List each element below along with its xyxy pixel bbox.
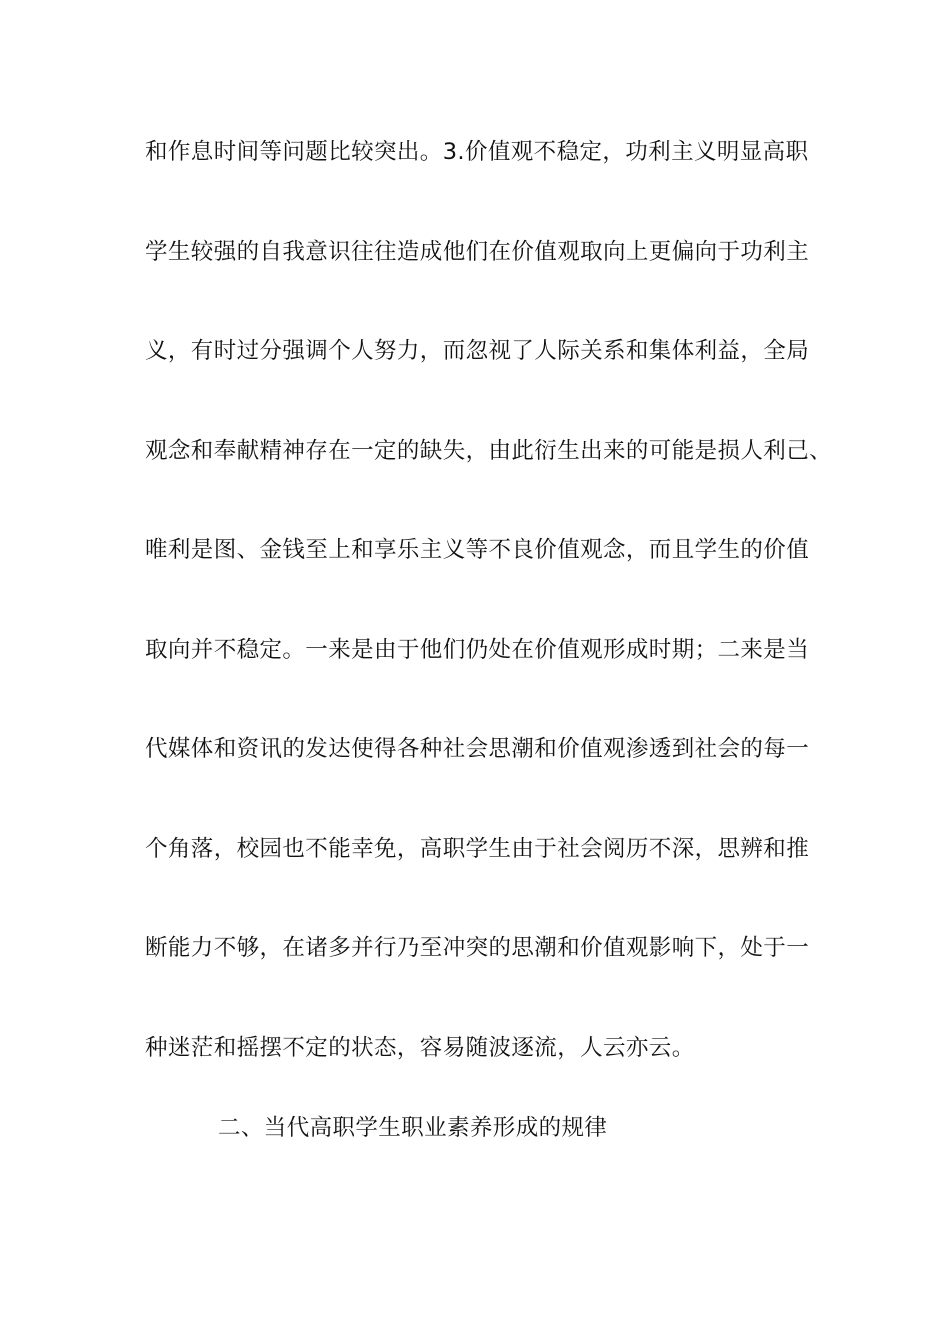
paragraph-line-4: 观念和奉献精神存在一定的缺失，由此衍生出来的可能是损人利己、 <box>145 438 833 464</box>
paragraph-line-6: 取向并不稳定。一来是由于他们仍处在价值观形成时期；二来是当 <box>145 637 810 663</box>
paragraph-line-5: 唯利是图、金钱至上和享乐主义等不良价值观念，而且学生的价值 <box>145 537 810 563</box>
paragraph-line-10: 种迷茫和摇摆不定的状态，容易随波逐流，人云亦云。 <box>145 1035 695 1061</box>
paragraph-line-9: 断能力不够，在诸多并行乃至冲突的思潮和价值观影响下，处于一 <box>145 935 810 961</box>
section-heading: 二、当代高职学生职业素养形成的规律 <box>218 1115 608 1141</box>
paragraph-line-2: 学生较强的自我意识往往造成他们在价值观取向上更偏向于功利主 <box>145 239 810 265</box>
paragraph-line-1: 和作息时间等问题比较突出。3.价值观不稳定，功利主义明显高职 <box>145 139 809 165</box>
paragraph-line-8: 个角落，校园也不能幸免，高职学生由于社会阅历不深，思辨和推 <box>145 836 810 862</box>
paragraph-line-7: 代媒体和资讯的发达使得各种社会思潮和价值观渗透到社会的每一 <box>145 736 810 762</box>
paragraph-line-3: 义，有时过分强调个人努力，而忽视了人际关系和集体利益，全局 <box>145 338 810 364</box>
